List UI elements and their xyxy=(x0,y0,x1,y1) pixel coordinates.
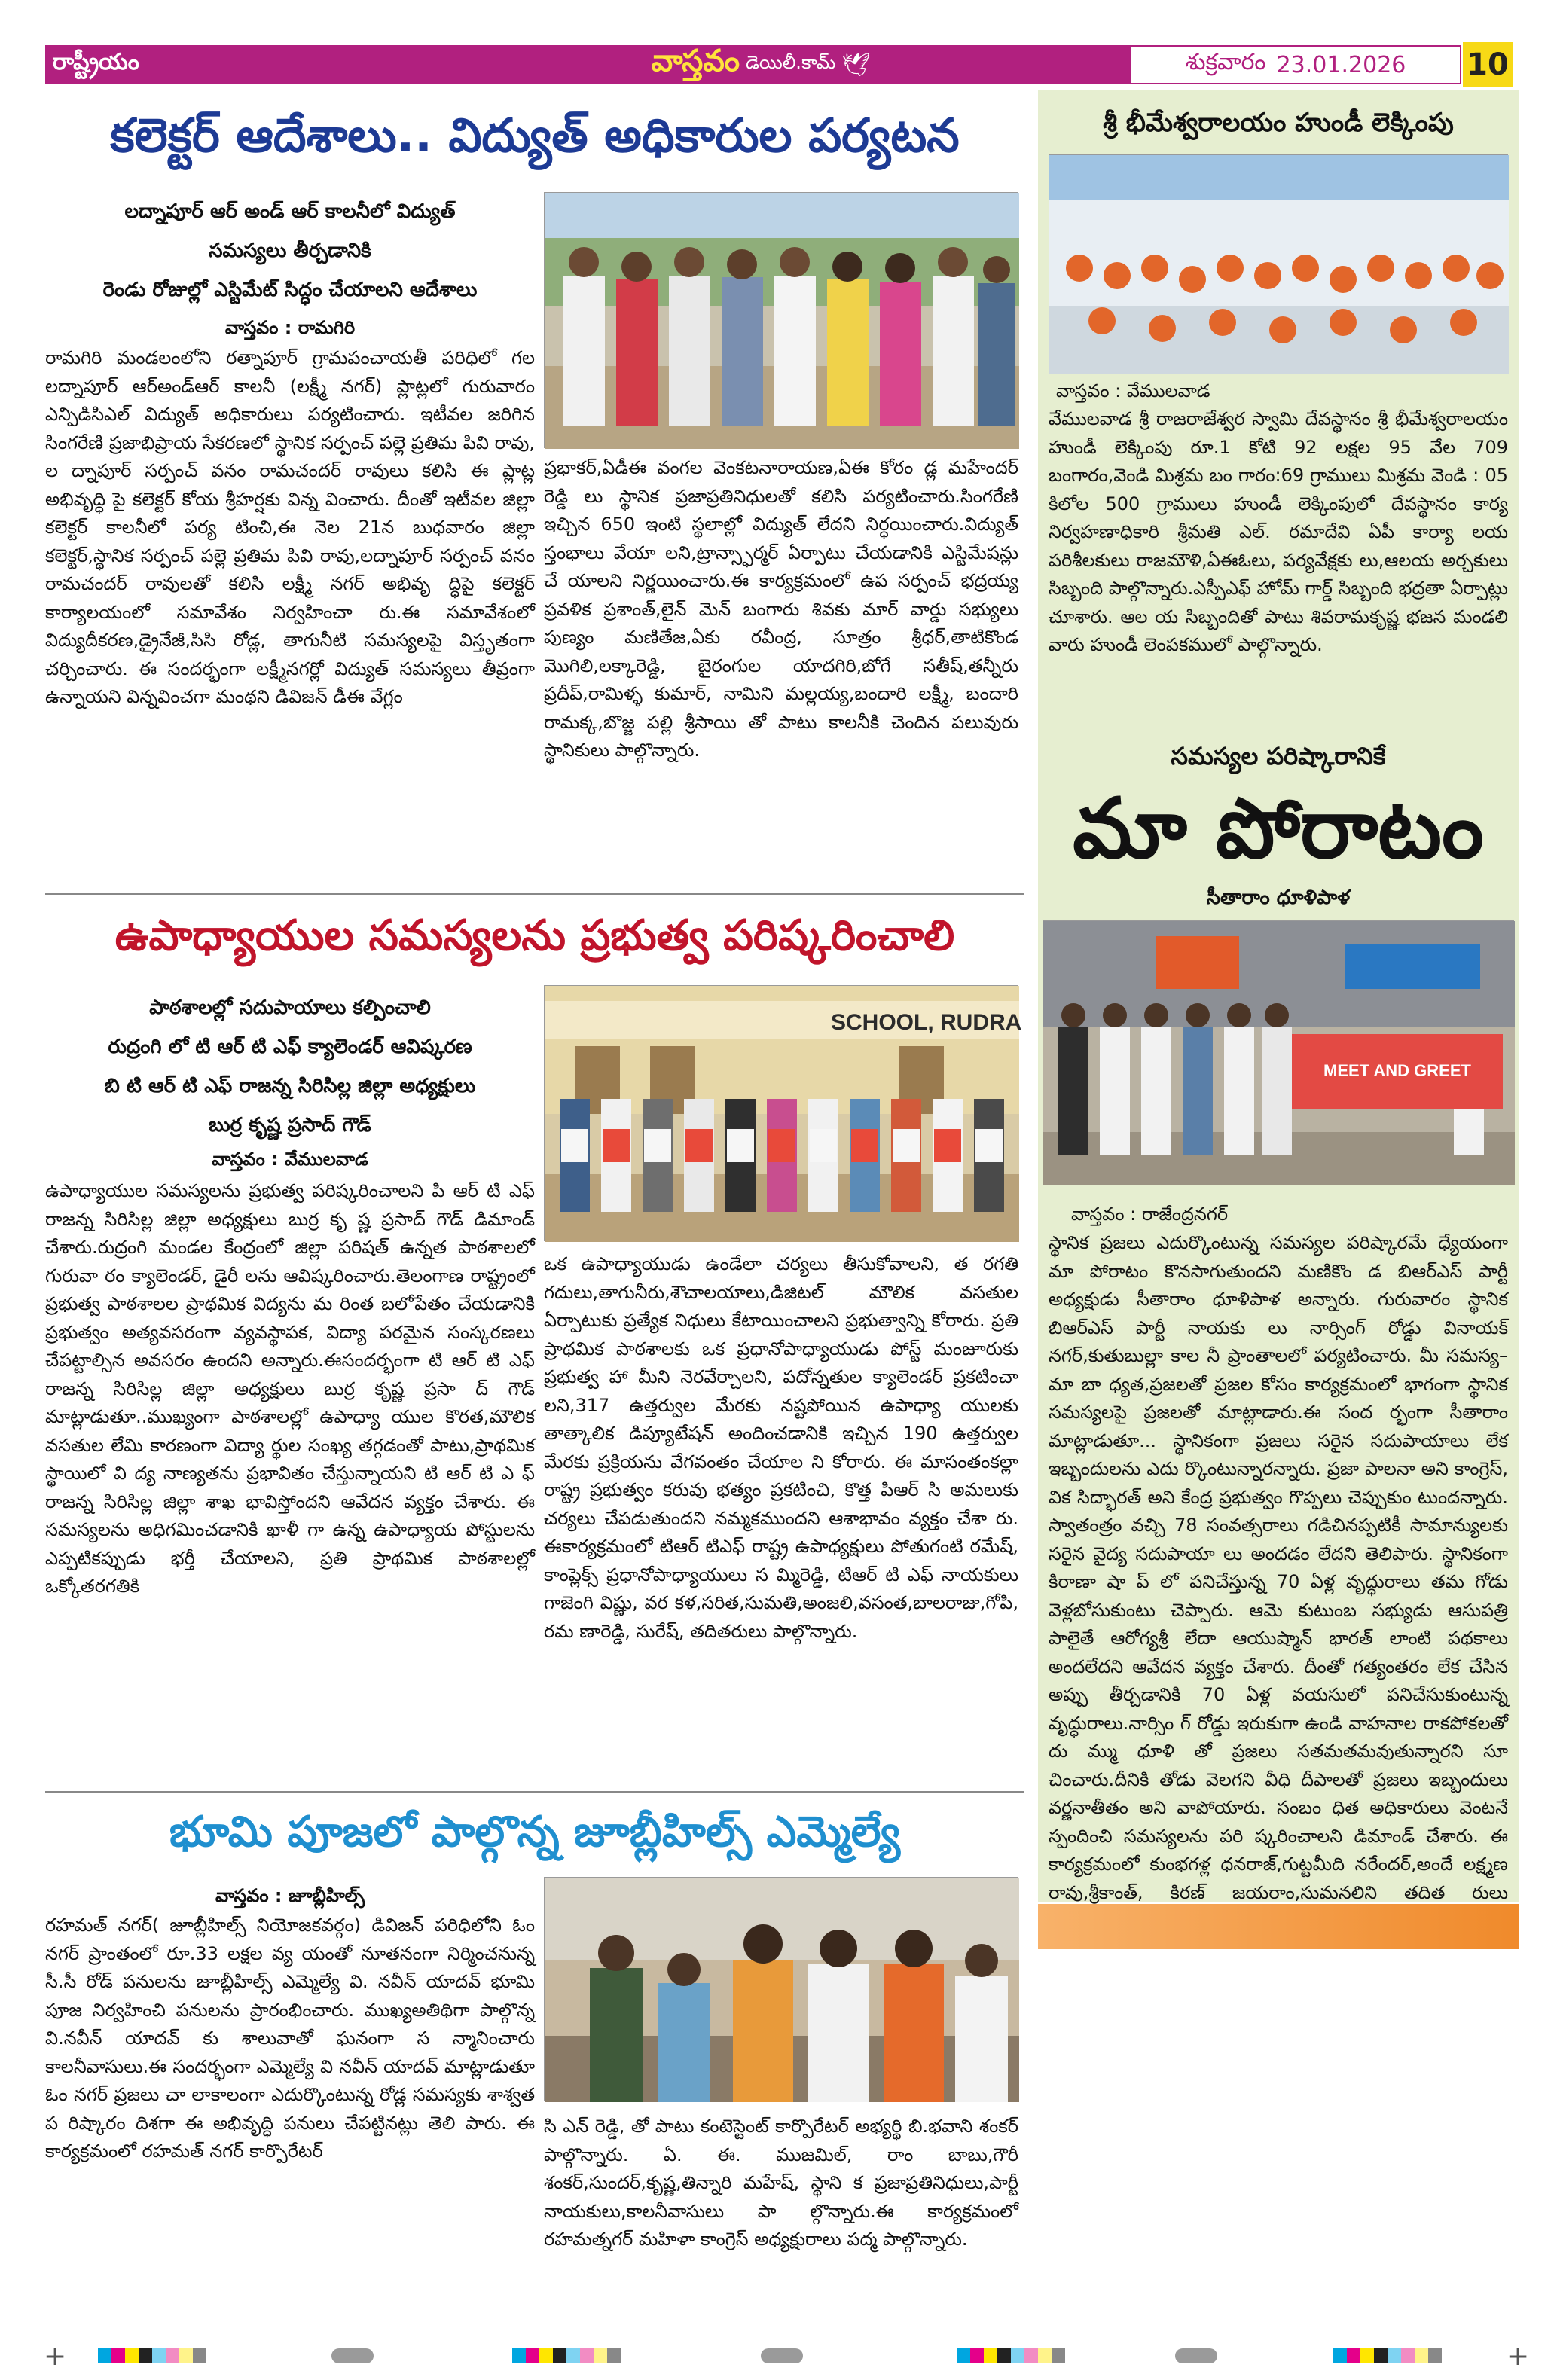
registration-pill xyxy=(1175,2348,1217,2363)
article5-headline: మా పోరాటం xyxy=(1073,780,1484,877)
article2-photo xyxy=(544,985,1022,1241)
color-bar xyxy=(957,2348,1065,2363)
article4-photo xyxy=(1049,154,1508,373)
brs-leaders-banner-photo xyxy=(1043,921,1515,1185)
article1-subheads xyxy=(45,192,535,313)
article1-dateline: వాస్తవం : రామగిరి xyxy=(224,317,356,338)
page-number: 10 xyxy=(1463,42,1513,87)
article2-headline: ఉపాధ్యాయుల సమస్యలను ప్రభుత్వ పరిష్కరించాలి xyxy=(114,911,955,960)
brand-name: వాస్తవం xyxy=(651,44,740,78)
article4-dateline: వాస్తవం : వేములవాడ xyxy=(1056,380,1210,401)
color-bar xyxy=(512,2348,621,2363)
article5-dateline: వాస్తవం : రాజేంద్రనగర్ xyxy=(1071,1204,1229,1225)
color-bar xyxy=(1333,2348,1442,2363)
article4-headline: శ్రీ భీమేశ్వరాలయం హుండీ లెక్కింపు xyxy=(1103,108,1454,138)
article5-kicker: సమస్యల పరిష్కారానికే xyxy=(1171,742,1386,770)
article4-body: వేములవాడ శ్రీ రాజరాజేశ్వర స్వామి దేవస్థానం శ్రీ భీమేశ్వరాలయం హుండీ లెక్కింపు రూ.1 కోటి 92 లక్షల 95 వేల 709 బంగారం,వెండి మిశ్రమ బం గారం:69 గ్రాములు మిశ్రమ వెండి : 05 కిలోల 500 గ్రాములు హుండీ లెక్కింపులో దేవస్థానం కార్య నిర్వహణాధికారి శ్రీమతి ఎల్. రమాదేవి ఏపీ కార్యా లయ పరిశీలకులు రాజమౌళి,ఏఈఓలు, పర్యవేక్షకు లు,ఆలయ అర్చకులు సిబ్బంది పాల్గొన్నారు.ఎస్పీఎఫ్ హోమ్ గార్డ్ సిబ్బంది భద్రతా ఏర్పాట్లు చూశారు. ఆల య సిబ్బందితో పాటు శివరామకృష్ణ భజన మండలి వారు హుండీ లెంపకములో పాల్గొన్నారు. xyxy=(1049,408,1508,655)
article2-subhead: బుర్ర కృష్ణ ప్రసాద్ గౌడ్ xyxy=(209,1114,371,1137)
registration-pill xyxy=(761,2348,803,2363)
article2-subheads xyxy=(45,988,535,1145)
school-sign-text: SCHOOL, RUDRA xyxy=(831,1010,1022,1035)
article1-photo xyxy=(544,192,1018,448)
date-strip xyxy=(1130,45,1461,84)
article1-headline: కలెక్టర్ ఆదేశాలు.. విద్యుత్ అధికారుల పర్యటన xyxy=(110,108,960,163)
issue-date: 23.01.2026 xyxy=(1276,51,1406,78)
bird-icon: 🕊 xyxy=(841,51,871,78)
article3-body-left: రహమత్ నగర్( జూబ్లీహిల్స్ నియోజకవర్గం) డివిజన్ పరిధిలోని ఓం నగర్ ప్రాంతంలో రూ.33 లక్షల వ్య యంతో నూతనంగా నిర్మించనున్న సీ.సీ రోడ్ పనులను జూబ్లీహిల్స్ ఎమ్మెల్యే వి. నవీన్ యాదవ్ భూమి పూజ నిర్వహించి పనులను ప్రారంభించారు. ముఖ్యఅతిథిగా పాల్గొన్న వి.నవీన్ యాదవ్ కు శాలువాతో ఘనంగా స న్మానించారు కాలనీవాసులు.ఈ సందర్భంగా ఎమ్మెల్యే వి నవీన్ యాదవ్ మాట్లాడుతూ ఓం నగర్ ప్రజలు చా లాకాలంగా ఎదుర్కొంటున్న రోడ్ల సమస్యకు శాశ్వత ప రిష్కారం దిశగా ఈ అభివృద్ధి పనులు చేపట్టినట్లు తెలి పారు. ఈ కార్యక్రమంలో రహమత్ నగర్ కార్పొరేటర్ xyxy=(45,1915,535,2162)
color-bar xyxy=(98,2348,206,2363)
article2-subhead: బి టి ఆర్ టి ఎఫ్ రాజన్న సిరిసిల్ల జిల్లా అధ్యక్షులు xyxy=(104,1075,476,1097)
article5-byline: సీతారాం ధూళిపాళ xyxy=(1206,886,1351,909)
article1-subhead: లద్నాపూర్ ఆర్ అండ్ ఆర్ కాలనీలో విద్యుత్ xyxy=(124,200,456,223)
article1-body-right: ప్రభాకర్,ఏడీఈ వంగల వెంకటనారాయణ,ఏఈ కోరం డ్ల మహేందర్ రెడ్డి లు స్థానిక ప్రజాప్రతినిధులతో కలిసి పర్యటించారు.సింగరేణి ఇచ్చిన 650 ఇంటి స్థలాల్లో విద్యుత్ లేదని నిర్ధయించారు.విద్యుత్ స్తంభాలు వేయా లని,ట్రాన్స్ఫార్మర్ ఏర్పాటు చేయడానికి ఎస్టిమేషన్లు చే యాలని నిర్ణయించారు.ఈ కార్యక్రమంలో ఉప సర్పంచ్ భద్రయ్య ప్రవళిక ప్రశాంత్,లైన్ మెన్ బంగారు శివకు మార్ వార్డు సభ్యులు పుణ్యం మణితేజ,ఏకు రవీంద్ర, సూత్రం శ్రీధర్,తాటికొండ మొగిలి,లక్కారెడ్డి, బైరంగుల యాదగిరి,బోగే సతీష్,తన్నీరు ప్రదీప్,రామిళ్ళ కుమార్, నామిని మల్లయ్య,బందారి లక్ష్మీ, బందారి రామక్క,బొజ్జ పల్లి శ్రీసాయి తో పాటు కాలనీకి చెందిన పలువురు స్థానికులు పాల్గొన్నారు. xyxy=(544,457,1018,761)
article2-body-right: ఒక ఉపాధ్యాయుడు ఉండేలా చర్యలు తీసుకోవాలని, త రగతి గదులు,తాగునీరు,శౌచాలయాలు,డిజిటల్ మౌలిక వసతుల ఏర్పాటుకు ప్రత్యేక నిధులు కేటాయించాలని ప్రభుత్వాన్ని కోరారు. ప్రతి ప్రాథమిక పాఠశాలకు ఒక ప్రధానోపాధ్యాయుడు పోస్ట్ మంజూరుకు ప్రభుత్వ హా మీని నెరవేర్చాలని, పదోన్నతుల క్యాలెండర్ ప్రకటించా లని,317 ఉత్తర్వుల మేరకు నష్టపోయిన ఉపాధ్యా యులకు తాత్కాలిక డిప్యూటేషన్ అందించడానికి ఇచ్చిన 190 ఉత్తర్వుల మేరకు ప్రక్రియను వేగవంతం చేయాల ని కోరారు. ఈ మాసంతంకల్లా రాష్ట్ర ప్రభుత్వం కరువు భత్యం ప్రకటించి, కొత్త పిఆర్ సి అమలుకు చర్యలు చేపడుతుందని నమ్మకముందని ఆశాభావం వ్యక్తం చేశా రు. ఈకార్యక్రమంలో టిఆర్ టిఎఫ్ రాష్ట్ర ఉపాధ్యక్షులు పోతుగంటి రమేష్, కాంప్లెక్స్ ప్రధానోపాధ్యాయులు స మ్మిరెడ్డి, టిఆర్ టి ఎఫ్ నాయకులు గాజెంగి విష్ణు, వర కళ,సరిత,సుమతి,అంజలి,వసంత,బాలరాజు,గోపి, రమ ణారెడ్డి, సురేష్, తదితరులు పాల్గొన్నారు. xyxy=(544,1253,1018,1642)
teachers-calendar-photo xyxy=(545,986,1022,1242)
article1-subhead: రెండు రోజుల్లో ఎస్టిమేట్ సిద్ధం చేయాలని ఆదేశాలు xyxy=(102,279,478,301)
section-divider xyxy=(45,1791,1024,1793)
hundi-counting-photo xyxy=(1049,155,1509,374)
registration-mark-icon: + xyxy=(1507,2341,1530,2372)
article3-dateline: వాస్తవం : జూబ్లీహిల్స్ xyxy=(215,1885,365,1906)
mla-bhoomi-pooja-photo xyxy=(545,1878,1019,2102)
weekday: శుక్రవారం xyxy=(1185,49,1266,75)
officials-group-photo xyxy=(545,193,1019,449)
article3-photo xyxy=(544,1877,1018,2101)
registration-mark-icon: + xyxy=(44,2341,67,2372)
article5-body: స్థానిక ప్రజలు ఎదుర్కొంటున్న సమస్యల పరిష్కారమే ధ్యేయంగా మా పోరాటం కొనసాగుతుందని మణికొం డ బిఆర్ఎస్ పార్టీ అధ్యక్షుడు సీతారాం ధూళిపాళ అన్నారు. గురువారం స్థానిక బిఆర్ఎస్ పార్టీ నాయకు లు నార్సింగ్ రోడ్డు వినాయక్ నగర్,కుతుబుల్లా కాల నీ ప్రాంతాలలో పర్యటించారు. మీ సమస్య– మా బా ధ్యత,ప్రజలతో ప్రజల కోసం కార్యక్రమంలో భాగంగా స్థానిక సమస్యలపై ప్రజలతో మాట్లాడారు.ఈ సంద ర్భంగా సీతారాం మాట్లాడుతూ... స్థానికంగా ప్రజలు సరైన సదుపాయాలు లేక ఇబ్బందులను ఎదు ర్కొంటున్నారన్నారు. ప్రజా పాలనా అని కాంగ్రెస్, విక సిద్భారత్ అని కేంద్ర ప్రభుత్వం గొప్పలు చెప్పుకుం టుందన్నారు. స్వాతంత్రం వచ్చి 78 సంవత్సరాలు గడిచినప్పటికీ సామాన్యులకు సరైన వైద్య సదుపాయా లు అందడం లేదని తెలిపారు. స్థానికంగా కిరాణా షా ప్ లో పనిచేస్తున్న 70 ఏళ్ల వృద్ధురాలు తమ గోడు వెళ్లబోసుకుంటు చెప్పారు. ఆమె కుటుంబ సభ్యుడు ఆసుపత్రి పాలైతే ఆరోగ్యశ్రీ లేదా ఆయుష్మాన్ భారత్ లాంటి పథకాలు అందలేదని ఆవేదన వ్యక్తం చేశారు. దీంతో గత్యంతరం లేక చేసిన అప్పు తీర్చడానికి 70 ఏళ్ల వయసులో పనిచేసుకుంటున్న వృద్ధురాలు.నార్సిం గ్ రోడ్డు ఇరుకుగా ఉండి వాహనాల రాకపోకలతో దు మ్ము ధూళి తో ప్రజలు సతమతమవుతున్నారని సూ చించారు.దీనికి తోడు వెలగని వీధి దీపాలతో ప్రజలు ఇబ్బందులు వర్ణనాతీతం అని వాపోయారు. సంబం ధిత అధికారులు వెంటనే స్పందించి సమస్యలను పరి ష్కరించాలని డిమాండ్ చేశారు. ఈ కార్యక్రమంలో కుంభగళ్ల ధనరాజ్,గుట్టమీది నరేందర్,అందే లక్ష్మణ రావు,శ్రీకాంత్, కిరణ్ జయరాం,సుమనలిని తదిత రులు xyxy=(1049,1232,1508,1903)
article2-subhead: పాఠశాలల్లో సదుపాయాలు కల్పించాలి xyxy=(149,996,431,1019)
article3-headline: భూమి పూజలో పాల్గొన్న జూబ్లీహిల్స్ ఎమ్మెల్యే xyxy=(169,1808,901,1857)
article3-body-right: సి ఎన్ రెడ్డి, తో పాటు కంటెస్టెంట్ కార్పొరేటర్ అభ్యర్థి బి.భవాని శంకర్ పాల్గొన్నారు. ఏ. ఈ. ముజమిల్, రాం బాబు,గౌరీ శంకర్,సుందర్,కృష్ణ,తిన్నారి మహేష్, స్థాని క ప్రజాప్రతినిధులు,పార్టీ నాయకులు,కాలనీవాసులు పా ల్గొన్నారు.ఈ కార్యక్రమంలో రహమత్నగర్ మహిళా కాంగ్రెస్ అధ్యక్షురాలు పద్మ పాల్గొన్నారు. xyxy=(544,2116,1018,2250)
article1-body-left: రామగిరి మండలంలోని రత్నాపూర్ గ్రామపంచాయతీ పరిధిలో గల లద్నాపూర్ ఆర్అండ్ఆర్ కాలనీ (లక్ష్మీ నగర్) ప్లాట్లలో గురువారం ఎన్పిడిసిఎల్ విద్యుత్ అధికారులు పర్యటించారు. ఇటీవల జరిగిన సింగరేణి ప్రజాభిప్రాయ సేకరణలో స్థానిక సర్పంచ్ పల్లె ప్రతిమ పివి రావు, ల ద్నాపూర్ సర్పంచ్ వనం రామచందర్ రావులు కలిసి ఈ ప్లాట్ల అభివృద్ధి పై కలెక్టర్ కోయ శ్రీహర్షకు విన్న వించారు. దీంతో ఇటీవల జిల్లా కలెక్టర్ కాలనీలో పర్య టించి,ఈ నెల 21న బుధవారం జిల్లా కలెక్టర్,స్థానిక సర్పంచ్ పల్లె ప్రతిమ పివి రావు,లద్నాపూర్ సర్పంచ్ వనం రామచందర్ రావులతో కలిసి లక్ష్మీ నగర్ అభివృ ద్ధిపై కలెక్టర్ కార్యాలయంలో సమావేశం నిర్వహించా రు.ఈ సమావేశంలో విద్యుదీకరణ,డ్రైనేజీ,సిసి రోడ్ల, తాగునీటి సమస్యలపై విస్తృతంగా చర్చించారు. ఈ సందర్భంగా లక్ష్మీనగర్లో విద్యుత్ సమస్యలు తీవ్రంగా ఉన్నాయని విన్నవించగా మంథని డివిజన్ డీఈ వేగ్లం xyxy=(45,347,535,707)
masthead xyxy=(595,45,927,84)
article2-body-left: ఉపాధ్యాయుల సమస్యలను ప్రభుత్వ పరిష్కరించాలని పి ఆర్ టి ఎఫ్ రాజన్న సిరిసిల్ల జిల్లా అధ్యక్షులు బుర్ర కృ ష్ణ ప్రసాద్ గౌడ్ డిమాండ్ చేశారు.రుద్రంగి మండల కేంద్రంలో జిల్లా పరిషత్ ఉన్నత పాఠశాలలో గురువా రం క్యాలెండర్, డైరీ లను ఆవిష్కరించారు.తెలంగాణ రాష్ట్రంలో ప్రభుత్వ పాఠశాలల ప్రాథమిక విద్యను మ రింత బలోపేతం చేయడానికి ప్రభుత్వం అత్యవసరంగా వ్యవస్థాపక, విద్యా పరమైన సంస్కరణలు చేపట్టాల్సిన అవసరం ఉందని అన్నారు.ఈసందర్భంగా టి ఆర్ టి ఎఫ్ రాజన్న సిరిసిల్ల జిల్లా అధ్యక్షులు బుర్ర కృష్ణ ప్రసా ద్ గౌడ్ మాట్లాడుతూ..ముఖ్యంగా పాఠశాలల్లో ఉపాధ్యా యుల కొరత,మౌలిక వసతుల లేమి కారణంగా విద్యా ర్థుల సంఖ్య తగ్గడంతో పాటు,ప్రాథమిక స్థాయిలో వి ద్య నాణ్యతను ప్రభావితం చేస్తున్నాయని టి ఆర్ టి ఎ ఫ్ రాజన్న సిరిసిల్ల జిల్లా శాఖ భావిస్తోందని ఆవేదన వ్యక్తం చేశారు. ఈ సమస్యలను అధిగమించడానికి ఖాళీ గా ఉన్న ఉపాధ్యాయ పోస్టులను ఎప్పటికప్పుడు భర్తీ చేయాలని, ప్రతి ప్రాథమిక పాఠశాలల్లో ఒక్కోతరగతికి xyxy=(45,1180,535,1597)
brand-edition: డెయిలీ.కామ్ xyxy=(746,52,836,73)
article1-subhead: సమస్యలు తీర్చడానికి xyxy=(209,240,371,262)
article2-dateline: వాస్తవం : వేములవాడ xyxy=(212,1149,368,1170)
article2-subhead: రుద్రంగి లో టి ఆర్ టి ఎఫ్ క్యాలెండర్ ఆవిష్కరణ xyxy=(108,1036,472,1058)
banner-text: MEET AND GREET xyxy=(1323,1061,1471,1080)
article5-photo xyxy=(1043,920,1514,1184)
section-divider xyxy=(45,892,1024,895)
section-label: రాష్ట్రీయం xyxy=(53,49,139,75)
footer-accent-bar xyxy=(1038,1904,1519,1949)
registration-pill xyxy=(331,2348,374,2363)
